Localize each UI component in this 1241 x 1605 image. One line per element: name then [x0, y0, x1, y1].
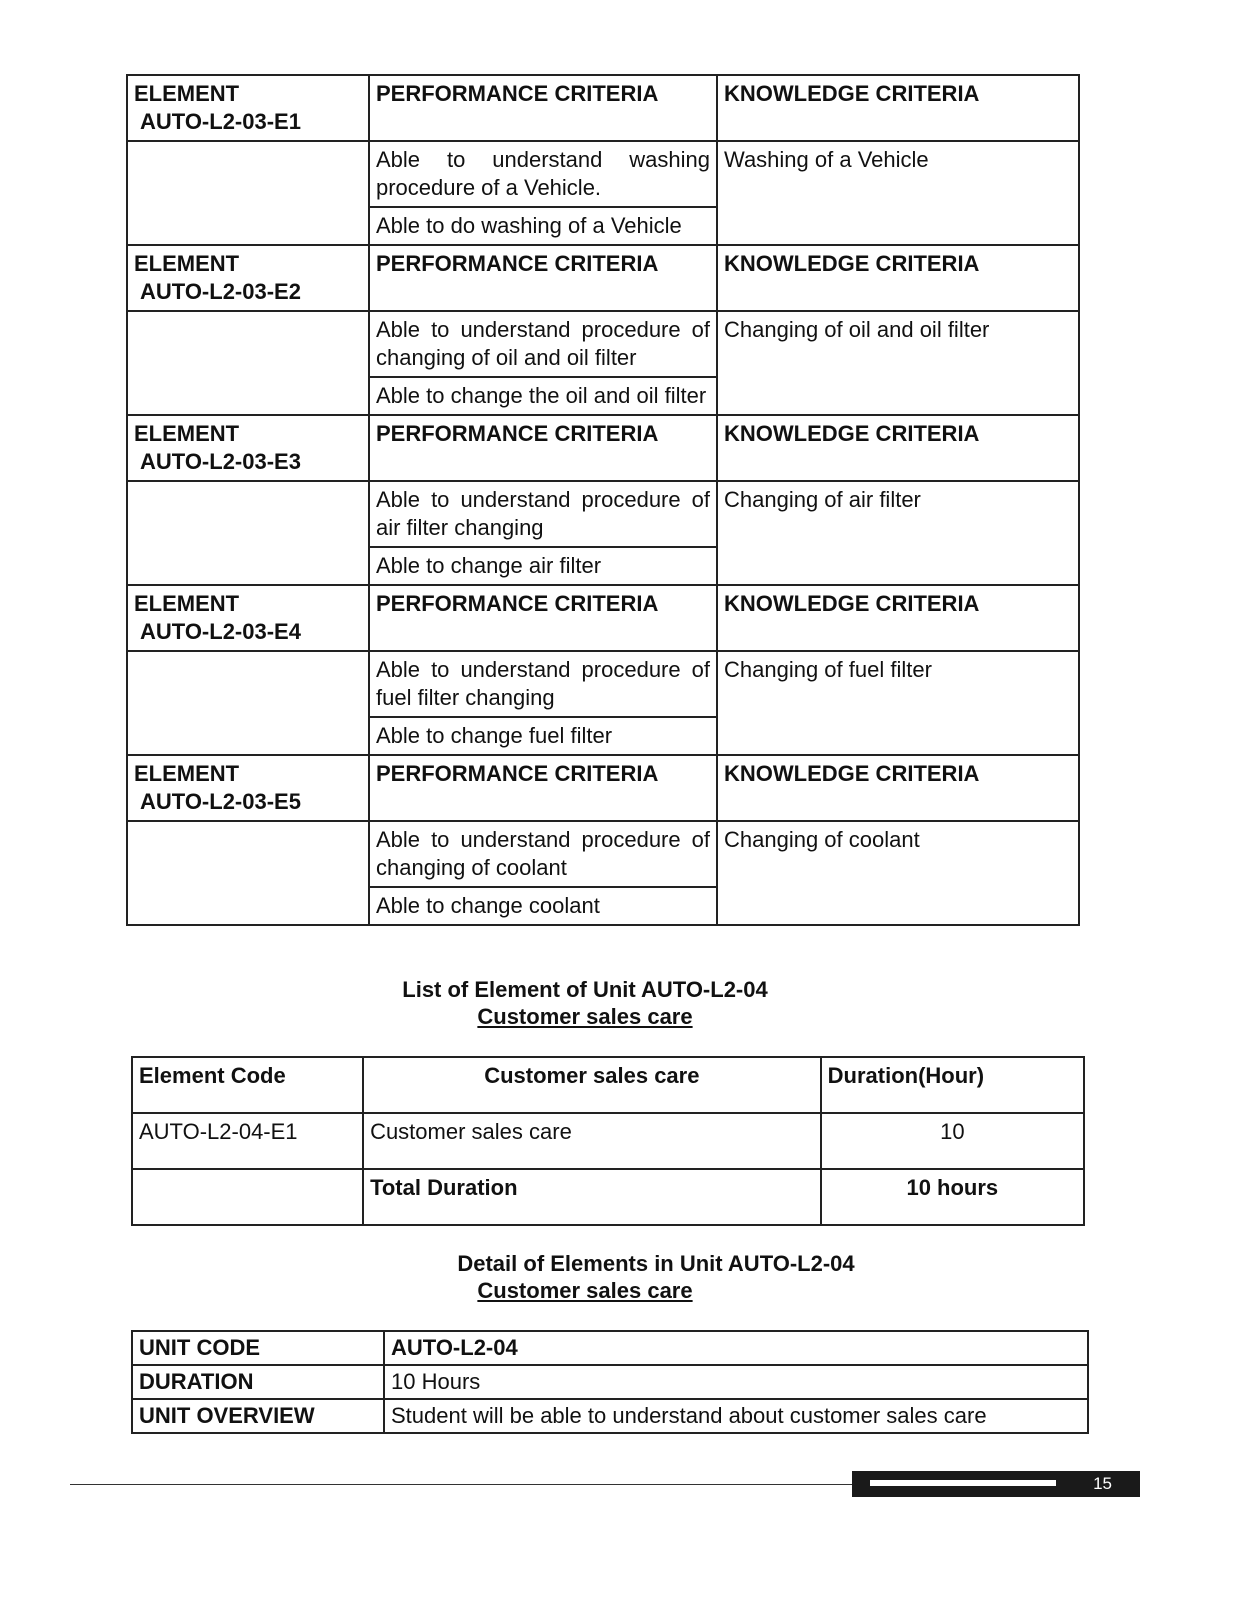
- element-code-cell: [127, 415, 369, 481]
- element-code: AUTO-L2-03-E4: [140, 619, 301, 644]
- detail-value-duration: 10 Hours: [384, 1365, 1088, 1399]
- performance-criterion: Able to understand procedure of air filter changing: [369, 481, 717, 547]
- knowledge-criteria-header: KNOWLEDGE CRITERIA: [717, 755, 1079, 821]
- element-criteria-table: [126, 74, 1080, 926]
- element-empty-cell: [127, 821, 369, 925]
- element-label: ELEMENT: [134, 81, 240, 106]
- element-code: AUTO-L2-03-E2: [140, 279, 301, 304]
- performance-criterion: Able to understand washing procedure of a Vehicle.: [369, 141, 717, 207]
- list-row-name: Customer sales care: [363, 1113, 821, 1169]
- performance-row: [127, 141, 1079, 207]
- detail-section-title: Detail of Elements in Unit AUTO-L2-04: [457, 1251, 855, 1276]
- knowledge-criteria-header: KNOWLEDGE CRITERIA: [717, 415, 1079, 481]
- element-code: AUTO-L2-03-E1: [140, 109, 301, 134]
- element-header-row: [127, 585, 1079, 651]
- list-header-duration: Duration(Hour): [821, 1057, 1084, 1113]
- knowledge-criteria-header: KNOWLEDGE CRITERIA: [717, 245, 1079, 311]
- detail-row: [132, 1399, 1088, 1433]
- performance-criteria-header: PERFORMANCE CRITERIA: [369, 75, 717, 141]
- performance-criterion: Able to understand procedure of changing of coolant: [369, 821, 717, 887]
- detail-section-subtitle: Customer sales care: [477, 1278, 693, 1303]
- list-total-row: [132, 1169, 1084, 1225]
- element-label: ELEMENT: [134, 591, 240, 616]
- element-empty-cell: [127, 651, 369, 755]
- element-code-cell: [127, 75, 369, 141]
- list-total-empty: [132, 1169, 363, 1225]
- element-header-row: [127, 415, 1079, 481]
- element-criteria-body: [127, 75, 1079, 925]
- detail-label-overview: UNIT OVERVIEW: [132, 1399, 384, 1433]
- list-total-label: Total Duration: [363, 1169, 821, 1225]
- detail-value-overview: Student will be able to understand about customer sales care: [384, 1399, 1088, 1433]
- detail-row: [132, 1331, 1088, 1365]
- element-code-cell: [127, 245, 369, 311]
- element-empty-cell: [127, 141, 369, 245]
- knowledge-criterion: Changing of oil and oil filter: [717, 311, 1079, 415]
- detail-row: [132, 1365, 1088, 1399]
- footer-rule: [70, 1484, 860, 1485]
- detail-label-unit-code: UNIT CODE: [132, 1331, 384, 1365]
- element-header-row: [127, 75, 1079, 141]
- list-header-code: Element Code: [132, 1057, 363, 1113]
- list-row-duration: 10: [821, 1113, 1084, 1169]
- performance-criteria-header: PERFORMANCE CRITERIA: [369, 585, 717, 651]
- element-code: AUTO-L2-03-E5: [140, 789, 301, 814]
- performance-criterion: Able to change air filter: [369, 547, 717, 585]
- performance-row: [127, 311, 1079, 377]
- knowledge-criterion: Changing of fuel filter: [717, 651, 1079, 755]
- performance-criterion: Able to understand procedure of changing of oil and oil filter: [369, 311, 717, 377]
- element-header-row: [127, 755, 1079, 821]
- performance-criterion: Able to understand procedure of fuel filter changing: [369, 651, 717, 717]
- detail-value-unit-code: AUTO-L2-04: [384, 1331, 1088, 1365]
- performance-criterion: Able to change the oil and oil filter: [369, 377, 717, 415]
- element-code-cell: [127, 755, 369, 821]
- element-code: AUTO-L2-03-E3: [140, 449, 301, 474]
- element-label: ELEMENT: [134, 251, 240, 276]
- page-number: 15: [1093, 1474, 1112, 1493]
- list-section-title: List of Element of Unit AUTO-L2-04: [402, 977, 768, 1002]
- knowledge-criteria-header: KNOWLEDGE CRITERIA: [717, 75, 1079, 141]
- footer-page-box: [852, 1471, 1140, 1497]
- element-code-cell: [127, 585, 369, 651]
- unit-detail-table: [131, 1330, 1089, 1434]
- detail-label-duration: DURATION: [132, 1365, 384, 1399]
- performance-criteria-header: PERFORMANCE CRITERIA: [369, 415, 717, 481]
- knowledge-criteria-header: KNOWLEDGE CRITERIA: [717, 585, 1079, 651]
- performance-criterion: Able to change fuel filter: [369, 717, 717, 755]
- knowledge-criterion: Changing of air filter: [717, 481, 1079, 585]
- element-label: ELEMENT: [134, 421, 240, 446]
- performance-row: [127, 651, 1079, 717]
- list-row-code: AUTO-L2-04-E1: [132, 1113, 363, 1169]
- performance-row: [127, 821, 1079, 887]
- list-row: [132, 1113, 1084, 1169]
- performance-criteria-header: PERFORMANCE CRITERIA: [369, 755, 717, 821]
- performance-criterion: Able to change coolant: [369, 887, 717, 925]
- list-section-subtitle: Customer sales care: [477, 1004, 693, 1029]
- knowledge-criterion: Washing of a Vehicle: [717, 141, 1079, 245]
- footer-decorative-bar: [870, 1480, 1056, 1486]
- element-list-table: [131, 1056, 1085, 1226]
- element-empty-cell: [127, 311, 369, 415]
- list-header-name: Customer sales care: [363, 1057, 821, 1113]
- element-label: ELEMENT: [134, 761, 240, 786]
- performance-criteria-header: PERFORMANCE CRITERIA: [369, 245, 717, 311]
- knowledge-criterion: Changing of coolant: [717, 821, 1079, 925]
- element-header-row: [127, 245, 1079, 311]
- performance-row: [127, 481, 1079, 547]
- element-empty-cell: [127, 481, 369, 585]
- list-header-row: [132, 1057, 1084, 1113]
- performance-criterion: Able to do washing of a Vehicle: [369, 207, 717, 245]
- list-total-value: 10 hours: [821, 1169, 1084, 1225]
